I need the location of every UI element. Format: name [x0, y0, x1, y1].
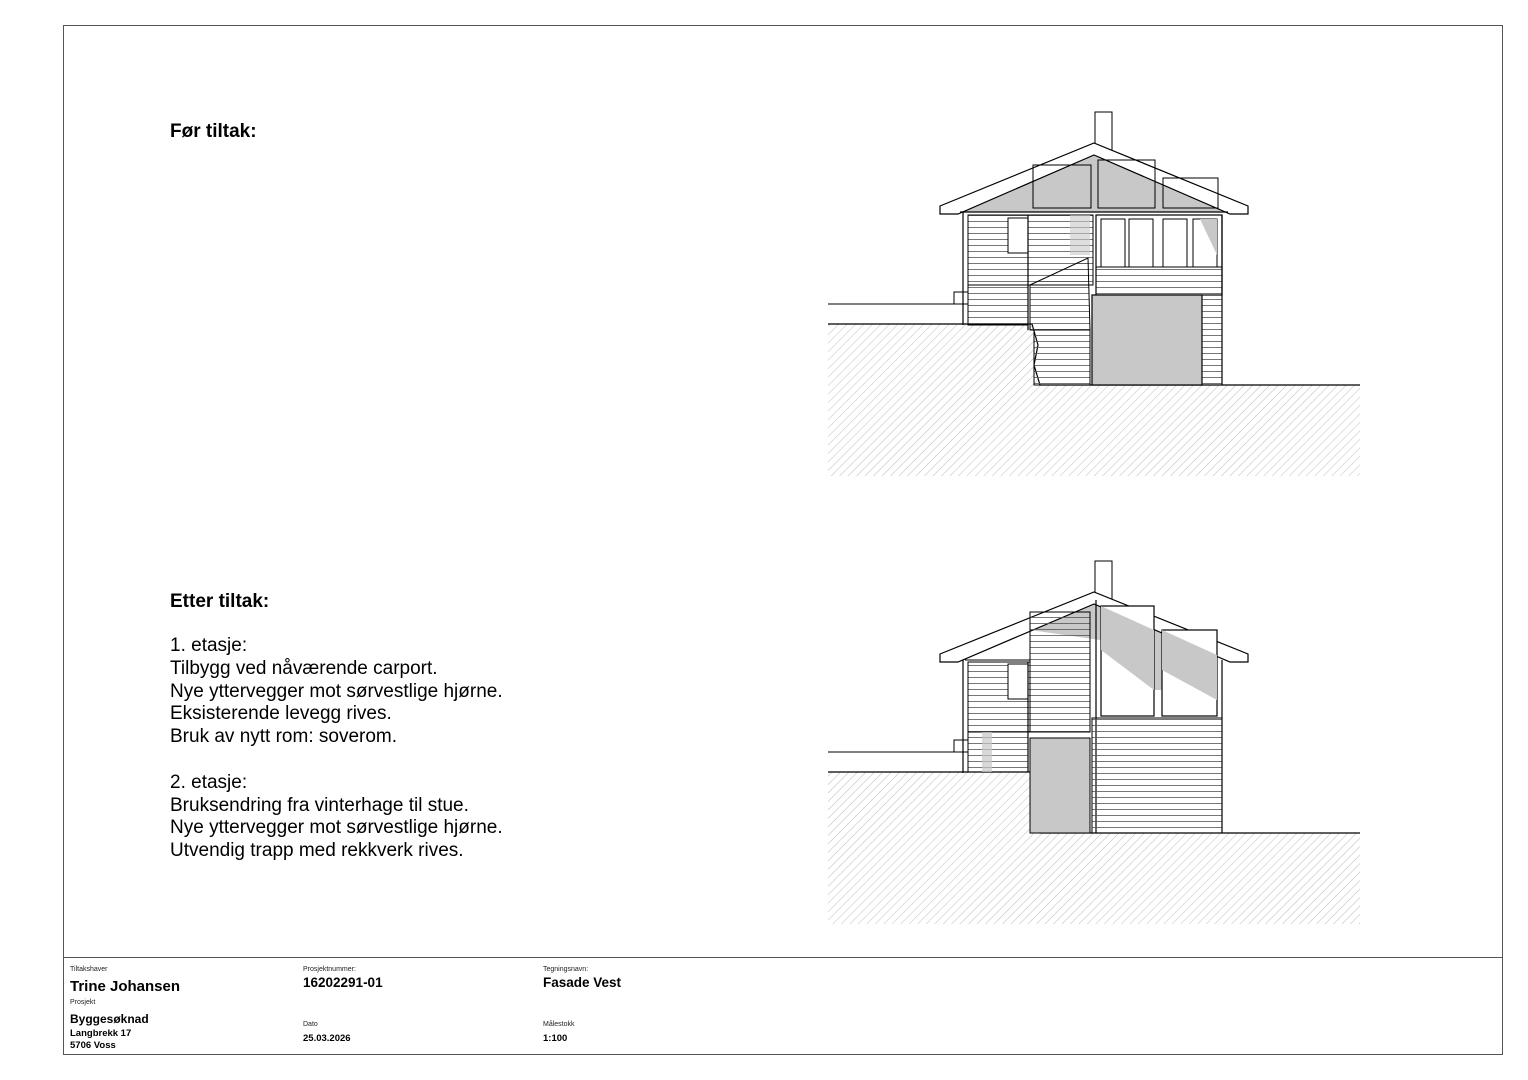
owner-label: Tiltakshaver	[70, 966, 108, 973]
floor2-line: Utvendig trapp med rekkverk rives.	[170, 840, 464, 862]
title-block	[63, 957, 1503, 1056]
floor2-line: Nye yttervegger mot sørvestlige hjørne.	[170, 817, 503, 839]
heading-before: Før tiltak:	[170, 121, 257, 142]
heading-after: Etter tiltak:	[170, 591, 270, 612]
scale-value: 1:100	[543, 1033, 568, 1044]
date-label: Dato	[303, 1021, 318, 1028]
after-drawing	[828, 561, 1360, 924]
drawing-name: Fasade Vest	[543, 975, 622, 990]
floor2-title: 2. etasje:	[170, 771, 248, 793]
floor1-line: Tilbygg ved nåværende carport.	[170, 657, 438, 679]
project-name: Byggesøknad	[70, 1012, 149, 1026]
scale-label: Målestokk	[543, 1021, 575, 1028]
project-number-label: Prosjektnummer:	[303, 966, 356, 973]
drawing-name-label: Tegningsnavn:	[543, 966, 589, 973]
floor1-title: 1. etasje:	[170, 635, 248, 656]
floor1-line: Bruk av nytt rom: soverom.	[170, 726, 398, 748]
project-label: Prosjekt	[70, 999, 96, 1006]
floor2-line: Bruksendring fra vinterhage til stue.	[170, 794, 469, 816]
date-value: 25.03.2026	[303, 1033, 351, 1044]
address-line-1: Langbrekk 17	[70, 1028, 132, 1039]
address-line-2: 5706 Voss	[70, 1040, 116, 1051]
floor1-line: Nye yttervegger mot sørvestlige hjørne.	[170, 680, 503, 702]
floor1-line: Eksisterende levegg rives.	[170, 703, 392, 725]
owner-name: Trine Johansen	[70, 978, 181, 995]
project-number: 16202291-01	[303, 975, 383, 990]
